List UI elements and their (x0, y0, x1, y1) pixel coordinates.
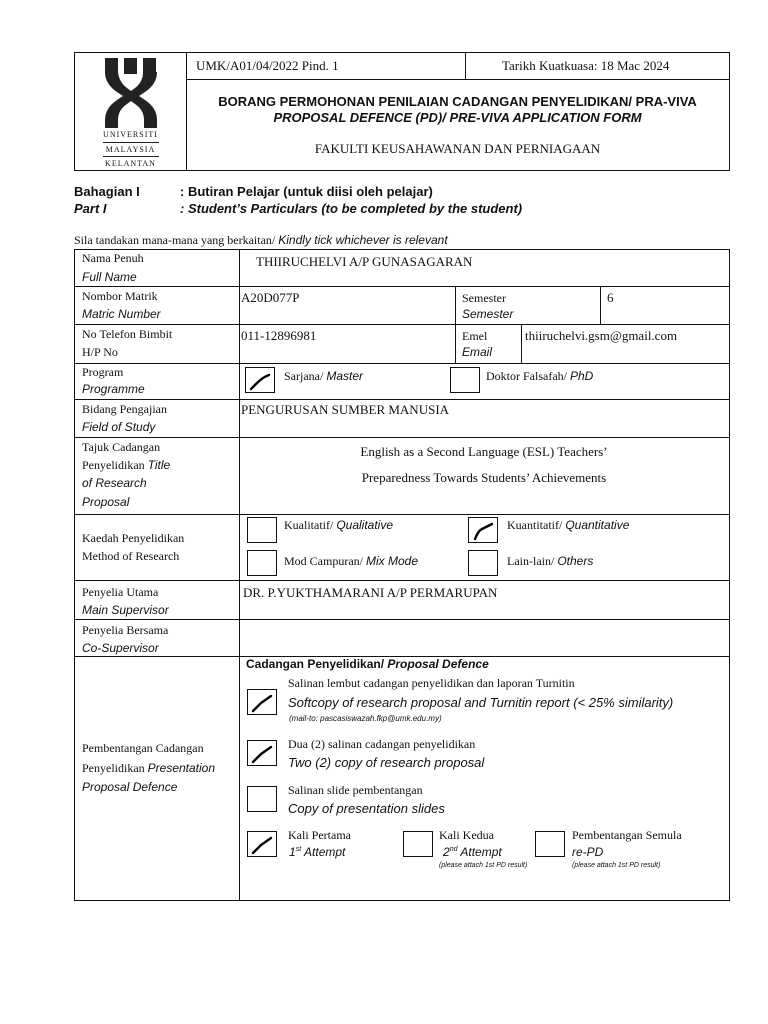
logo-text-1: UNIVERSITI (103, 130, 158, 139)
semester-value[interactable]: 6 (607, 290, 614, 305)
matric-label-ms: Nombor Matrik (82, 289, 158, 303)
two-copies-checkbox[interactable] (247, 740, 277, 766)
tick-icon (251, 835, 275, 855)
full-name-value[interactable]: THIIRUCHELVI A/P GUNASAGARAN (256, 254, 473, 269)
matric-label-en: Matric Number (82, 307, 161, 321)
method-label-en: Method of Research (82, 549, 180, 563)
title-label-ms1: Tajuk Cadangan (82, 440, 161, 454)
semester-label-en: Semester (462, 307, 514, 321)
method-quantitative-label: Kuantitatif/ Quantitative (507, 518, 630, 532)
part-desc-ms: : Butiran Pelajar (untuk diisi oleh pelajar) (180, 184, 433, 199)
matric-value[interactable]: A20D077P (241, 290, 300, 305)
instruction (74, 233, 448, 248)
tick-icon (249, 371, 273, 391)
softcopy-mail-note: (mail-to: pascasiswazah.fkp@umk.edu.my) (289, 714, 442, 723)
proposal-defence-heading: Cadangan Penyelidikan/ Proposal Defence (246, 657, 489, 671)
presentation-label-en2: Proposal Defence (82, 780, 178, 794)
second-attempt-note: (please attach 1st PD result) (439, 862, 528, 869)
research-title-line2[interactable]: Preparedness Towards Students’ Achievements (361, 470, 607, 485)
first-attempt-label-ms: Kali Pertama (288, 828, 351, 842)
presentation-label-ms1: Pembentangan Cadangan (82, 741, 204, 755)
two-copies-label-ms: Dua (2) salinan cadangan penyelidikan (288, 737, 476, 751)
research-title-line1[interactable]: English as a Second Language (ESL) Teachers’ (360, 444, 608, 459)
title-label-2: Penyelidikan Title (82, 458, 171, 472)
logo-text-3: KELANTAN (105, 159, 156, 168)
second-attempt-label-en: 2nd Attempt (443, 845, 502, 859)
effective-date: Tarikh Kuatkuasa: 18 Mac 2024 (502, 58, 670, 73)
slides-checkbox[interactable] (247, 786, 277, 812)
tick-icon (472, 521, 496, 541)
phone-value[interactable]: 011-12896981 (241, 328, 317, 343)
title-label-en2: of Research (82, 476, 147, 490)
phone-label-ms: No Telefon Bimbit (82, 327, 173, 341)
part-label-ms: Bahagian I (74, 184, 140, 199)
semester-label-ms: Semester (462, 291, 506, 305)
instruction-ms: Sila tandakan mana-mana yang berkaitan/ (74, 233, 279, 247)
field-of-study-label-en: Field of Study (82, 420, 156, 434)
full-name-label-ms: Nama Penuh (82, 251, 144, 265)
document-code: UMK/A01/04/2022 Pind. 1 (196, 58, 339, 73)
method-others-label: Lain-lain/ Others (507, 554, 594, 568)
softcopy-checkbox[interactable] (247, 689, 277, 715)
softcopy-label-en: Softcopy of research proposal and Turnitin report (< 25% similarity) (288, 695, 674, 710)
form-title-en: PROPOSAL DEFENCE (PD)/ PRE-VIVA APPLICATION FORM (273, 110, 642, 125)
field-of-study-label-ms: Bidang Pengajian (82, 402, 167, 416)
umk-emblem-icon (99, 58, 163, 128)
method-mixmode-checkbox[interactable] (247, 550, 277, 576)
email-value[interactable]: thiiruchelvi.gsm@gmail.com (525, 328, 678, 343)
slides-label-en: Copy of presentation slides (288, 801, 445, 816)
programme-label-ms: Program (82, 365, 124, 379)
co-supervisor-label-en: Co-Supervisor (82, 641, 159, 655)
main-supervisor-value[interactable]: DR. P.YUKTHAMARANI A/P PERMARUPAN (243, 585, 498, 600)
programme-master-checkbox[interactable] (245, 367, 275, 393)
second-attempt-label-ms: Kali Kedua (439, 828, 494, 842)
programme-label-en: Programme (82, 382, 145, 396)
part-desc-en: : Student’s Particulars (to be completed by the student) (180, 201, 523, 216)
first-attempt-checkbox[interactable] (247, 831, 277, 857)
field-of-study-value[interactable]: PENGURUSAN SUMBER MANUSIA (241, 402, 450, 417)
re-pd-label-en: re-PD (572, 845, 604, 859)
logo-text-2: MALAYSIA (105, 145, 156, 154)
co-supervisor-label-ms: Penyelia Bersama (82, 623, 169, 637)
two-copies-label-en: Two (2) copy of research proposal (288, 755, 485, 770)
email-label-en: Email (462, 345, 493, 359)
tick-icon (251, 693, 275, 713)
part-label-en: Part I (74, 201, 107, 216)
instruction-en: Kindly tick whichever is relevant (278, 233, 448, 247)
faculty-name: FAKULTI KEUSAHAWANAN DAN PERNIAGAAN (314, 141, 601, 156)
method-qualitative-checkbox[interactable] (247, 517, 277, 543)
main-supervisor-label-ms: Penyelia Utama (82, 585, 159, 599)
method-label-ms: Kaedah Penyelidikan (82, 531, 185, 545)
method-qualitative-label: Kualitatif/ Qualitative (284, 518, 394, 532)
method-mixmode-label: Mod Campuran/ Mix Mode (284, 554, 419, 568)
phone-label-en: H/P No (82, 345, 118, 359)
form-title-ms: BORANG PERMOHONAN PENILAIAN CADANGAN PENYELIDIKAN/ PRA-VIVA (218, 94, 697, 109)
re-pd-note: (please attach 1st PD result) (572, 862, 661, 869)
method-quantitative-checkbox[interactable] (468, 517, 498, 543)
university-logo (75, 53, 187, 170)
re-pd-checkbox[interactable] (535, 831, 565, 857)
softcopy-label-ms: Salinan lembut cadangan penyelidikan dan laporan Turnitin (288, 676, 575, 690)
programme-phd-checkbox[interactable] (450, 367, 480, 393)
tick-icon (251, 744, 275, 764)
programme-master-label: Sarjana/ Master (284, 369, 364, 383)
main-supervisor-label-en: Main Supervisor (82, 603, 169, 617)
first-attempt-label-en: 1st Attempt (289, 845, 346, 859)
form-header (74, 52, 730, 171)
full-name-label-en: Full Name (82, 270, 137, 284)
slides-label-ms: Salinan slide pembentangan (288, 783, 423, 797)
re-pd-label-ms: Pembentangan Semula (572, 828, 682, 842)
method-others-checkbox[interactable] (468, 550, 498, 576)
email-label-ms: Emel (462, 329, 488, 343)
programme-phd-label: Doktor Falsafah/ PhD (486, 369, 594, 383)
title-label-en3: Proposal (82, 495, 130, 509)
second-attempt-checkbox[interactable] (403, 831, 433, 857)
presentation-label-2: Penyelidikan Presentation (82, 761, 216, 775)
